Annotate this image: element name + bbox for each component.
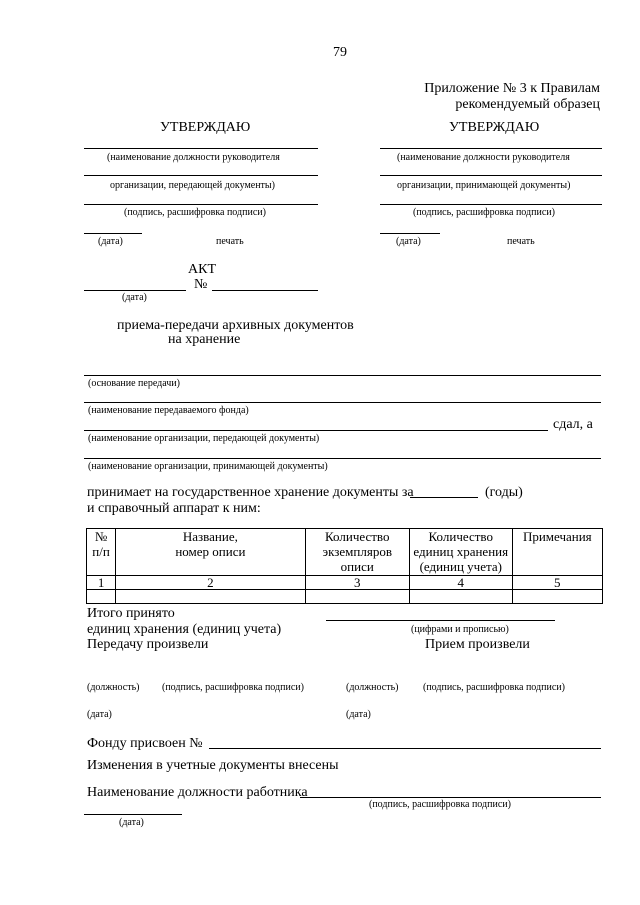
approve-left-org-caption: организации, передающей документы) — [110, 180, 275, 191]
receive-date-caption: (дата) — [346, 709, 371, 720]
fund-assigned-label: Фонду присвоен № — [87, 736, 203, 751]
act-subject-line1: приема-передачи архивных документов — [117, 318, 354, 333]
employee-signature-caption: (подпись, расшифровка подписи) — [369, 799, 511, 810]
transfer-date-caption: (дата) — [87, 709, 112, 720]
act-date-caption: (дата) — [122, 292, 147, 303]
basis-line — [84, 375, 601, 376]
approve-left-signature-caption: (подпись, расшифровка подписи) — [124, 207, 266, 218]
total-line1: Итого принято — [87, 606, 175, 621]
approve-right-title: УТВЕРЖДАЮ — [449, 120, 540, 135]
received-by-label: Прием произвели — [425, 637, 530, 652]
header-units: Количество единиц хранения (единиц учета) — [409, 529, 512, 576]
employee-date-caption: (дата) — [119, 817, 144, 828]
act-number-sign: № — [194, 277, 208, 292]
approve-right-date-line — [380, 233, 440, 234]
act-date-line — [84, 290, 186, 291]
org-transferring-line — [84, 430, 548, 431]
act-title: АКТ — [188, 262, 216, 277]
approve-right-signature-caption: (подпись, расшифровка подписи) — [413, 207, 555, 218]
table-cell — [409, 590, 512, 604]
total-line2: единиц хранения (единиц учета) — [87, 622, 282, 637]
header-copies: Количество экземпляров описи — [305, 529, 409, 576]
header-notes: Примечания — [512, 529, 602, 576]
approve-right-org-caption: организации, принимающей документы) — [397, 180, 571, 191]
employee-date-line — [84, 814, 182, 815]
table-cell: 2 — [116, 576, 305, 590]
changes-label: Изменения в учетные документы внесены — [87, 758, 339, 773]
table-cell: 4 — [409, 576, 512, 590]
org-receiving-line — [84, 458, 601, 459]
table-cell — [116, 590, 305, 604]
table-cell — [305, 590, 409, 604]
approve-right-position-line — [380, 148, 602, 149]
page-number: 79 — [333, 45, 347, 60]
approve-left-stamp-caption: печать — [216, 236, 244, 247]
basis-caption: (основание передачи) — [88, 378, 180, 389]
approve-right-position-caption: (наименование должности руководителя — [397, 152, 570, 163]
table-cell — [512, 590, 602, 604]
total-in-words-caption: (цифрами и прописью) — [411, 624, 509, 635]
years-caption: (годы) — [485, 485, 523, 500]
approve-right-org-line — [380, 175, 602, 176]
approve-left-date-caption: (дата) — [98, 236, 123, 247]
act-number-line — [212, 290, 318, 291]
acceptance-table — [86, 528, 603, 604]
approve-left-date-line — [84, 233, 142, 234]
org-transferring-caption: (наименование организации, передающей документы) — [88, 433, 320, 444]
table-cell — [87, 590, 116, 604]
table-header-row — [87, 529, 603, 576]
transfer-signature-caption: (подпись, расшифровка подписи) — [162, 682, 304, 693]
transfer-by-label: Передачу произвели — [87, 637, 209, 652]
transfer-position-caption: (должность) — [87, 682, 140, 693]
employee-label: Наименование должности работника — [87, 785, 308, 800]
receive-position-caption: (должность) — [346, 682, 399, 693]
act-subject-line2: на хранение — [168, 332, 241, 347]
approve-right-signature-line — [380, 204, 602, 205]
table-numbers-row — [87, 576, 603, 590]
table-cell: 5 — [512, 576, 602, 590]
fund-caption: (наименование передаваемого фонда) — [88, 405, 249, 416]
appendix-line1: Приложение № 3 к Правилам — [424, 81, 600, 96]
total-in-words-line — [326, 620, 555, 621]
org-receiving-caption: (наименование организации, принимающей документы) — [88, 461, 328, 472]
handed-over-text: сдал, а — [553, 417, 593, 432]
accepts-line1: принимает на государственное хранение документы за — [87, 485, 414, 500]
approve-left-title: УТВЕРЖДАЮ — [160, 120, 251, 135]
table-cell: 3 — [305, 576, 409, 590]
accepts-line2: и справочный аппарат к ним: — [87, 501, 261, 516]
fund-assigned-line — [209, 748, 601, 749]
approve-right-date-caption: (дата) — [396, 236, 421, 247]
approve-left-org-line — [84, 175, 318, 176]
approve-left-position-caption: (наименование должности руководителя — [107, 152, 280, 163]
receive-signature-caption: (подпись, расшифровка подписи) — [423, 682, 565, 693]
appendix-line2: рекомендуемый образец — [455, 97, 600, 112]
header-number: № п/п — [87, 529, 116, 576]
approve-left-position-line — [84, 148, 318, 149]
approve-left-signature-line — [84, 204, 318, 205]
approve-right-stamp-caption: печать — [507, 236, 535, 247]
table-row — [87, 590, 603, 604]
fund-line — [84, 402, 601, 403]
header-title: Название, номер описи — [116, 529, 305, 576]
employee-line — [300, 797, 601, 798]
years-line — [410, 497, 478, 498]
table-cell: 1 — [87, 576, 116, 590]
